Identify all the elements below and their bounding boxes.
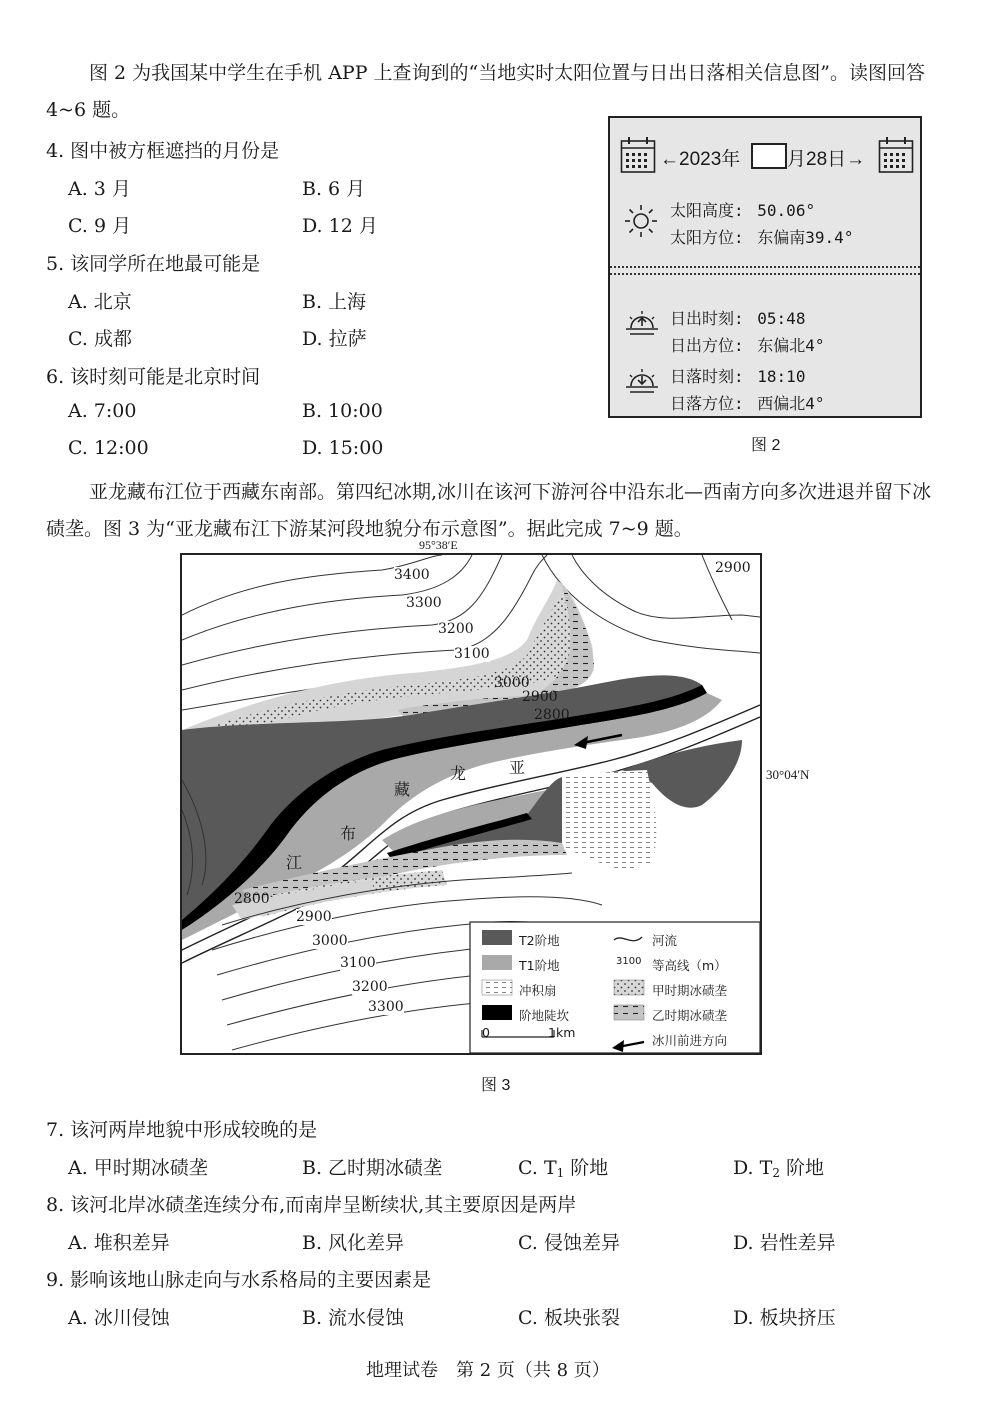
longitude-label: 95°38′E	[419, 538, 458, 552]
river-char-1: 亚	[509, 758, 526, 777]
dotted-divider-2	[610, 273, 920, 275]
question-8-option-b: B. 风化差异	[302, 1232, 405, 1254]
contour-label-2900-s: 2900	[296, 909, 332, 925]
question-5-stem: 5. 该同学所在地最可能是	[46, 253, 261, 275]
question-7-option-c: C. $T_1$ 阶地	[518, 1157, 609, 1180]
contour-label-3000: 3000	[494, 675, 530, 691]
question-8-option-c: C. 侵蚀差异	[518, 1232, 620, 1254]
contour-label-3100: 3100	[454, 646, 490, 662]
contour-label-3200-s: 3200	[352, 979, 388, 995]
question-9-option-a: A. 冰川侵蚀	[68, 1307, 170, 1329]
latitude-label: 30°04′N	[766, 767, 810, 782]
sunrise-direction-value: 东偏北4°	[757, 336, 825, 355]
question-6-option-d: D. 15:00	[302, 437, 384, 459]
sunset-direction-label: 日落方位:	[670, 394, 744, 413]
question-9-option-c: C. 板块张裂	[518, 1307, 620, 1329]
question-9-stem: 9. 影响该地山脉走向与水系格局的主要因素是	[46, 1269, 432, 1291]
question-4-option-c: C. 9 月	[68, 215, 132, 237]
legend-contour-sample: 3100	[616, 956, 642, 967]
dotted-divider	[610, 266, 920, 268]
question-5-option-d: D. 拉萨	[302, 328, 367, 350]
sunset-icon	[624, 368, 660, 396]
contour-label-3400: 3400	[394, 567, 430, 583]
sunset-direction-value: 西偏北4°	[757, 394, 825, 413]
contour-label-2800-s: 2800	[234, 891, 270, 907]
legend-glacier-direction: 冰川前进方向	[652, 1033, 728, 1048]
figure-2-caption: 图 2	[751, 437, 781, 454]
question-4-stem: 4. 图中被方框遮挡的月份是	[46, 140, 280, 162]
question-9-option-b: B. 流水侵蚀	[302, 1307, 405, 1329]
intro-paragraph-2: 亚龙藏布江位于西藏东南部。第四纪冰期,冰川在该河下游河谷中沿东北—西南方向多次进退并留下冰碛垄。图 3 为“亚龙藏布江下游某河段地貌分布示意图”。据此完成 7~9 题。	[46, 481, 932, 540]
sunrise-direction-label: 日出方位:	[670, 336, 744, 355]
date-year-text: ←2023年	[660, 149, 741, 170]
question-4-option-b: B. 6 月	[302, 178, 366, 200]
contour-label-2900-n: 2900	[522, 689, 558, 705]
question-6-option-b: B. 10:00	[302, 400, 383, 422]
date-day-text: 月28日→	[787, 149, 866, 170]
question-7-stem: 7. 该河两岸地貌中形成较晚的是	[46, 1119, 318, 1141]
question-5-option-c: C. 成都	[68, 328, 132, 350]
sunrise-time-label: 日出时刻:	[670, 309, 744, 328]
question-6-option-a: A. 7:00	[68, 400, 137, 422]
question-4-option-a: A. 3 月	[68, 178, 131, 200]
legend-scarp: 阶地陡坎	[519, 1008, 570, 1023]
sun-icon	[624, 204, 658, 238]
contour-label-3200: 3200	[438, 621, 474, 637]
question-7-option-a: A. 甲时期冰碛垄	[68, 1157, 208, 1179]
legend-t1: T1阶地	[519, 958, 560, 973]
question-8-option-a: A. 堆积差异	[68, 1232, 170, 1254]
legend-contour: 等高线（m）	[652, 958, 727, 973]
sunset-time-value: 18:10	[757, 367, 806, 386]
legend-moraine-b: 乙时期冰碛垄	[652, 1008, 728, 1023]
question-6-stem: 6. 该时刻可能是北京时间	[46, 366, 261, 388]
figure-2-app-panel	[608, 116, 922, 418]
question-5-option-a: A. 北京	[68, 291, 132, 313]
page-footer: 地理试卷 第 2 页（共 8 页）	[366, 1360, 610, 1381]
contour-label-3100-s: 3100	[340, 955, 376, 971]
river-char-3: 藏	[394, 780, 411, 799]
question-9-option-d: D. 板块挤压	[733, 1307, 836, 1329]
question-6-option-c: C. 12:00	[68, 437, 149, 459]
question-8-stem: 8. 该河北岸冰碛垄连续分布,而南岸呈断续状,其主要原因是两岸	[46, 1194, 577, 1216]
legend-t2: T2阶地	[519, 933, 560, 948]
legend-scale-0: 0	[482, 1025, 490, 1040]
contour-label-2900-ne: 2900	[715, 560, 751, 576]
figure-3-map	[180, 553, 762, 1055]
question-7-option-b: B. 乙时期冰碛垄	[302, 1157, 443, 1179]
river-char-5: 江	[286, 853, 303, 872]
sunrise-time-value: 05:48	[757, 309, 806, 328]
question-5-option-b: B. 上海	[302, 291, 367, 313]
river-char-4: 布	[340, 824, 357, 843]
contour-label-2800-n: 2800	[534, 707, 570, 723]
calendar-icon-right	[878, 136, 914, 174]
river-char-2: 龙	[450, 764, 467, 783]
sunrise-icon	[624, 310, 660, 338]
contour-label-3300-s: 3300	[368, 999, 404, 1015]
intro-paragraph-1: 图 2 为我国某中学生在手机 APP 上查询到的“当地实时太阳位置与日出日落相关信息图”。读图回答 4~6 题。	[46, 62, 925, 121]
sun-azimuth-value: 东偏南39.4°	[757, 228, 854, 247]
legend-moraine-a: 甲时期冰碛垄	[652, 983, 728, 998]
month-cover-box	[751, 143, 787, 169]
question-4-option-d: D. 12 月	[302, 215, 378, 237]
legend-river: 河流	[652, 933, 678, 948]
calendar-icon-left	[620, 136, 656, 174]
question-8-option-d: D. 岩性差异	[733, 1232, 836, 1254]
sun-altitude-value: 50.06°	[757, 201, 816, 220]
figure-3-caption: 图 3	[481, 1077, 511, 1094]
contour-label-3300: 3300	[406, 595, 442, 611]
sun-altitude-label: 太阳高度:	[670, 201, 744, 220]
question-7-option-d: D. $T_2$ 阶地	[733, 1157, 824, 1180]
contour-label-3000-s: 3000	[312, 933, 348, 949]
sun-azimuth-label: 太阳方位:	[670, 228, 744, 247]
legend-fan: 冲积扇	[519, 983, 557, 998]
legend-scale-1km: 1km	[548, 1025, 576, 1040]
sunset-time-label: 日落时刻:	[670, 367, 744, 386]
